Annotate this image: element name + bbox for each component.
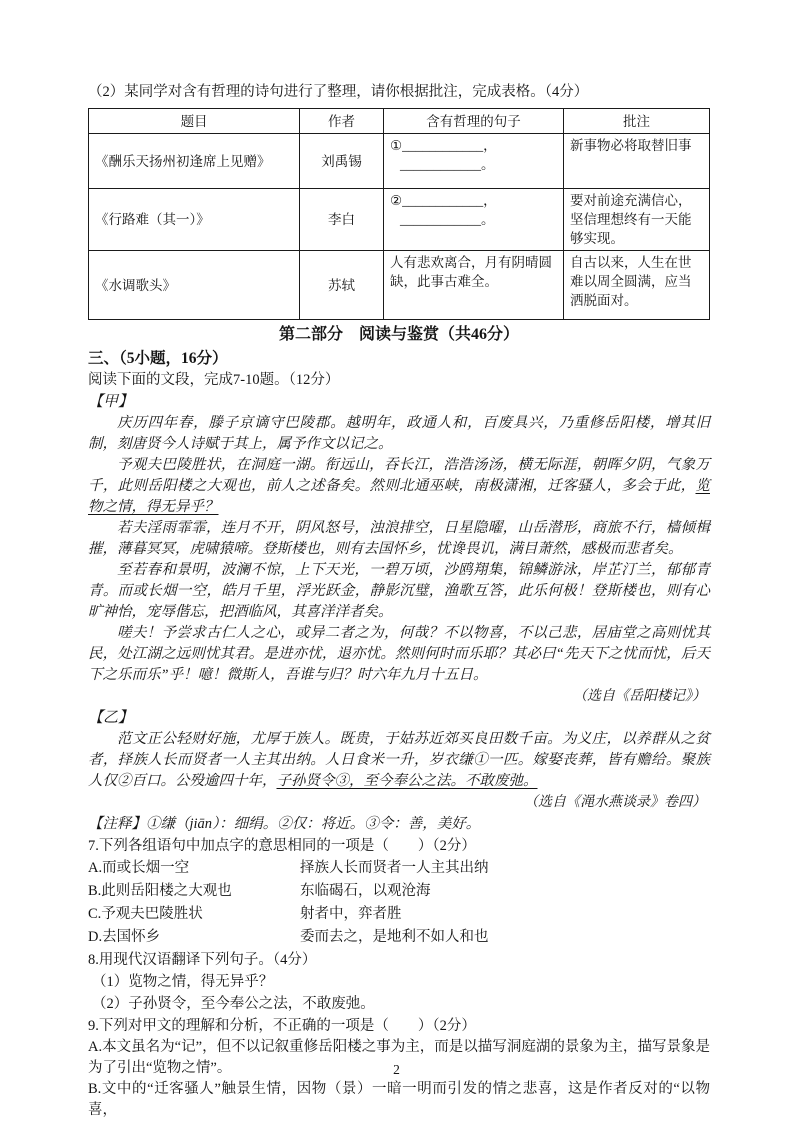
poem-author: 刘禹锡 — [300, 134, 384, 189]
jia-p2-text: 予观夫巴陵胜状，在洞庭一湖。衔远山，吞长江，浩浩汤汤，横无际涯，朝晖夕阴，气象万千，此则岳阳楼之大观也，前人之述备矣。然则北通巫峡，南极潇湘，迁客骚人，多会于此， — [88, 457, 710, 494]
yi-p1-text: 范文正公轻财好施，尤厚于族人。既贵，于姑苏近郊买良田数千亩。为义庄，以养群从之贫者，择族人长而贤者一人主其出纳。人日食米一升，岁衣缣①一匹。嫁娶丧葬，皆有赡给。聚族人仅②百口。公殁逾四十年， — [88, 731, 710, 789]
sentence-cell — [383, 189, 563, 251]
question8-stem: 8.用现代汉语翻译下列句子。（4分） — [88, 952, 317, 968]
poem-author: 苏轼 — [300, 251, 384, 320]
sentence-blank-line2: ____________。 — [399, 212, 495, 227]
jia-paragraph-3: 若夫淫雨霏霏，连月不开，阴风怒号，浊浪排空，日星隐曜，山岳潜形，商旅不行，樯倾楫摧，薄暮冥冥，虎啸猿啼。登斯楼也，则有去国怀乡，忧谗畏讥，满目萧然，感极而悲者矣。 — [88, 520, 710, 557]
part2-header: 第二部分 阅读与鉴赏（共46分） — [278, 326, 519, 343]
passage-yi — [88, 729, 710, 792]
question7-option-b — [88, 880, 710, 903]
question7-option-a — [88, 857, 710, 880]
table-row — [89, 134, 710, 189]
note-cell: 新事物必将取替旧事 — [564, 134, 710, 189]
table-row — [89, 189, 710, 251]
note-cell: 要对前途充满信心，坚信理想终有一天能够实现。 — [564, 189, 710, 251]
poem-title: 《水调歌头》 — [89, 251, 300, 320]
option-right: 委而去之，是地利不如人和也 — [300, 929, 489, 945]
question9-option-b: B.文中的“迁客骚人”触景生情，因物（景）一暗一明而引发的情之悲喜，这是作者反对的“以物喜， — [88, 1081, 710, 1118]
jia-paragraph-2 — [88, 455, 710, 518]
option-right: 东临碣石，以观沧海 — [300, 883, 431, 899]
jia-paragraph-4: 至若春和景明，波澜不惊，上下天光，一碧万顷，沙鸥翔集，锦鳞游泳，岸芷汀兰，郁郁青青。而或长烟一空，皓月千里，浮光跃金，静影沉璧，渔歌互答，此乐何极！登斯楼也，则有心旷神怡，宠辱偕忘，把酒临风，其喜洋洋者矣。 — [88, 562, 710, 620]
jia-p2-underlined: 览物之情，得无异乎？ — [88, 478, 710, 515]
table-row — [89, 251, 710, 320]
header-note: 批注 — [564, 109, 710, 134]
reading-instruction: 阅读下面的文段，完成7-10题。（12分） — [88, 372, 340, 388]
poem-title: 《酬乐天扬州初逢席上见赠》 — [89, 134, 300, 189]
question9-option-a: A.本文虽名为“记”，但不以记叙重修岳阳楼之事为主，而是以描写洞庭湖的景象为主，描写景象是为了引出“览物之情”。 — [88, 1039, 710, 1076]
header-title: 题目 — [89, 109, 300, 134]
yi-paragraph-1 — [88, 729, 710, 792]
question8-item-1: （1）览物之情，得无异乎？ — [92, 974, 274, 990]
table-task-instruction: （2）某同学对含有哲理的诗句进行了整理，请你根据批注，完成表格。（4分） — [88, 84, 589, 100]
option-right: 射者中，弈者胜 — [300, 906, 402, 922]
sentence-cell — [383, 251, 563, 320]
jia-paragraph-1: 庆历四年春，滕子京谪守巴陵郡。越明年，政通人和，百废具兴，乃重修岳阳楼，增其旧制，刻唐贤今人诗赋于其上，属予作文以记之。 — [88, 415, 710, 452]
passage-jia-label: 【甲】 — [88, 394, 134, 410]
sentence-text: 人有悲欢离合，月有阴晴圆缺，此事古难全。 — [389, 255, 552, 289]
note-cell: 自古以来，人生在世难以周全圆满，应当洒脱面对。 — [564, 251, 710, 320]
section3-title: 三、（5小题，16分） — [88, 350, 228, 367]
jia-source: （选自《岳阳楼记》） — [573, 689, 706, 704]
header-sentence: 含有哲理的句子 — [383, 109, 563, 134]
poem-author: 李白 — [300, 189, 384, 251]
option-left: A.而或长烟一空 — [88, 860, 190, 876]
question7-stem: 7.下列各组语句中加点字的意思相同的一项是（ ）（2分） — [88, 838, 476, 854]
passage-jia — [88, 413, 710, 686]
yi-source: （选自《渑水燕谈录》卷四） — [524, 795, 706, 810]
table-header-row — [89, 109, 710, 134]
sentence-cell — [383, 134, 563, 189]
passage-yi-label: 【乙】 — [88, 710, 134, 726]
annotations-line: 【注释】①缣（jiān）：细绢。②仅：将近。③令：善，美好。 — [88, 816, 481, 832]
question8-item-2: （2）子孙贤令，至今奉公之法，不敢废弛。 — [92, 996, 375, 1012]
question9-stem: 9.下列对甲文的理解和分析，不正确的一项是（ ）（2分） — [88, 1018, 476, 1034]
option-left: B.此则岳阳楼之大观也 — [88, 883, 232, 899]
sentence-blank-line2: ____________。 — [399, 157, 495, 172]
option-left: D.去国怀乡 — [88, 929, 161, 945]
question7-option-c — [88, 903, 710, 926]
sentence-blank-line1: ②____________， — [389, 193, 497, 208]
poetry-table — [88, 108, 710, 320]
option-left: C.予观夫巴陵胜状 — [88, 906, 203, 922]
option-right: 择族人长而贤者一人主其出纳 — [300, 860, 489, 876]
sentence-blank-line1: ①____________， — [389, 138, 497, 153]
jia-paragraph-5: 嗟夫！予尝求古仁人之心，或异二者之为，何哉？不以物喜，不以己悲，居庙堂之高则忧其民，处江湖之远则忧其君。是进亦忧，退亦忧。然则何时而乐耶？其必曰“先天下之忧而忧，后天下之乐而乐”乎！噫！微斯人，吾谁与归？时六年九月十五日。 — [88, 625, 710, 683]
header-author: 作者 — [300, 109, 384, 134]
question7-option-d — [88, 926, 710, 949]
page-number: 2 — [393, 1062, 400, 1077]
yi-p1-underlined: 子孙贤令③，至今奉公之法。不敢废弛。 — [276, 773, 538, 789]
poem-title: 《行路难（其一）》 — [89, 189, 300, 251]
